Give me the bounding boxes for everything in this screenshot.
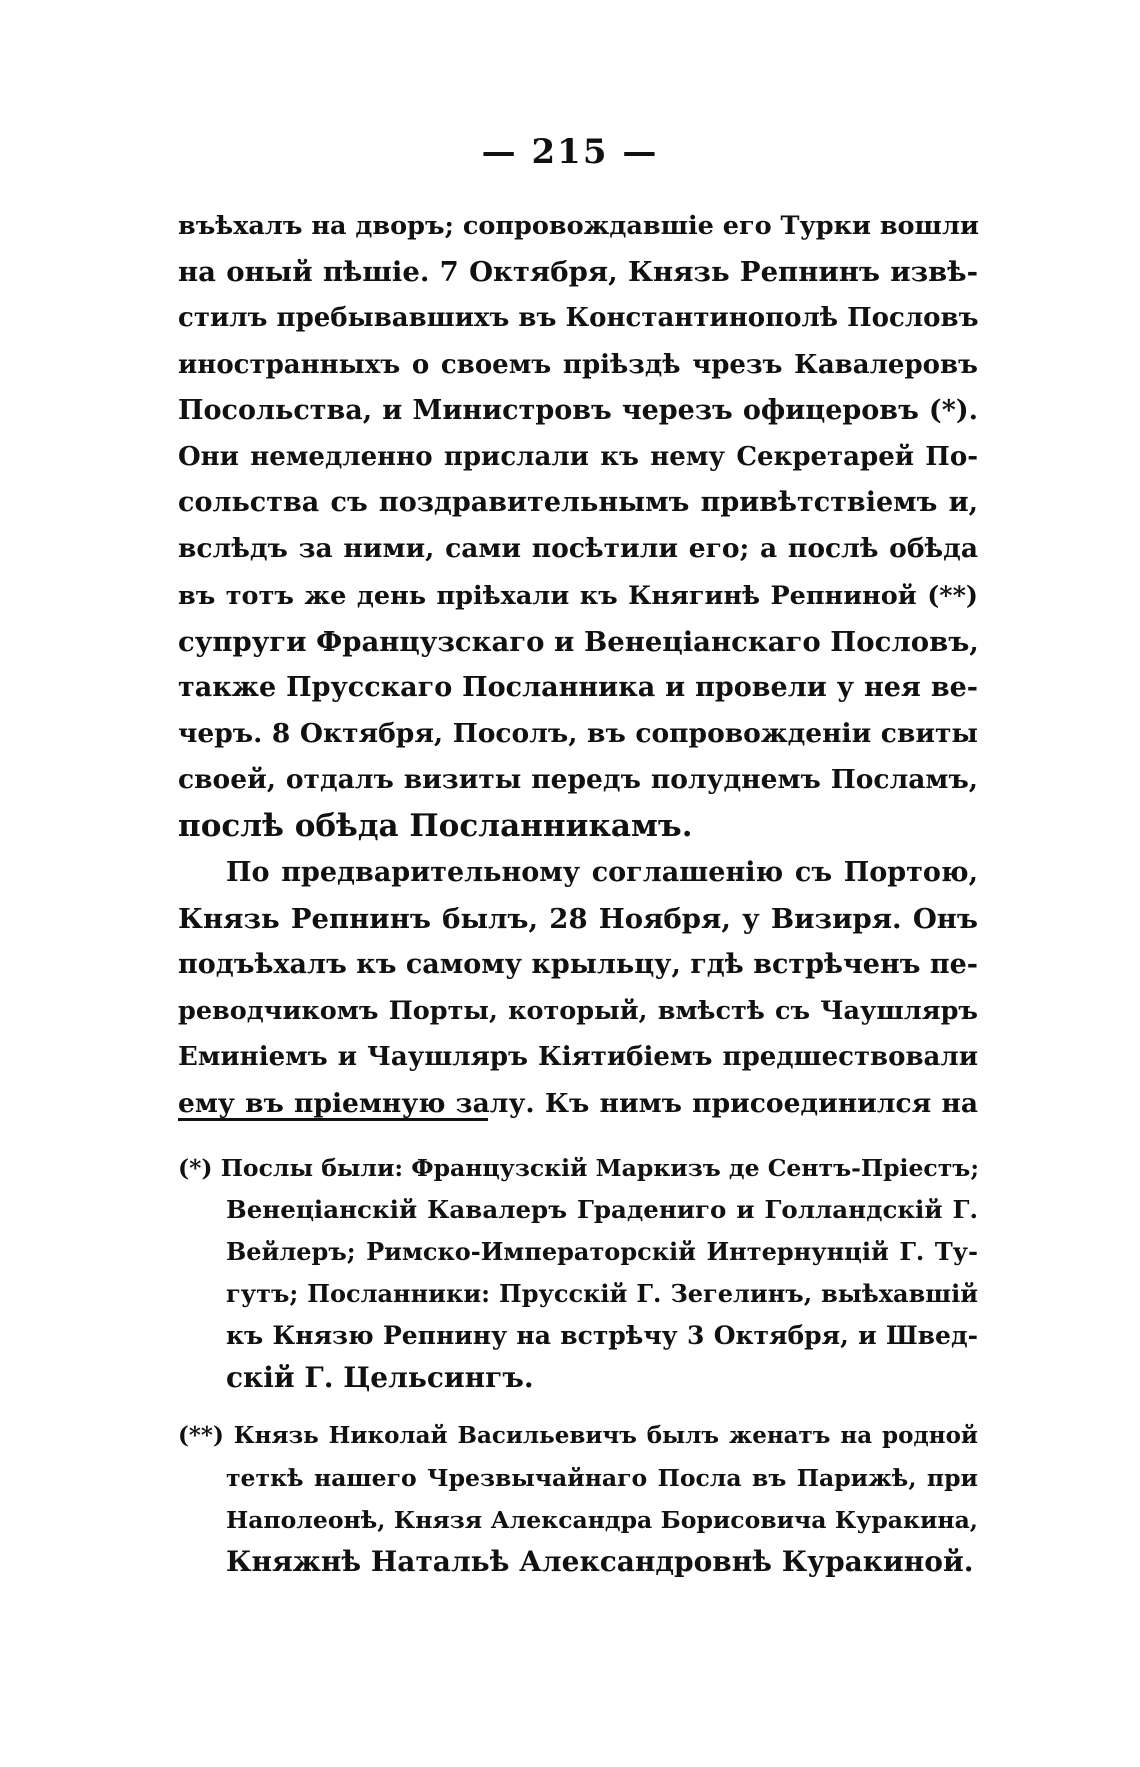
text-line: Еминіемъ и Чаушляръ Кіятибіемъ предшествовали: [178, 1042, 978, 1073]
text-line: ему въ пріемную залу. Къ нимъ присоединился на: [178, 1087, 978, 1119]
paragraph-end-line: послѣ обѣда Посланникамъ.: [178, 808, 693, 845]
text-line: подъѣхалъ къ самому крыльцу, гдѣ встрѣченъ пе-: [178, 949, 978, 980]
text-line: вслѣдъ за ними, сами посѣтили его; а послѣ обѣда: [178, 533, 978, 565]
footnote-2: [178, 1415, 978, 1583]
footnote-line: скій Г. Цельсингъ.: [226, 1361, 534, 1394]
footnote-line: къ Князю Репнину на встрѣчу 3 Октября, и Швед-: [226, 1321, 978, 1350]
text-line: на оный пѣшіе. 7 Октября, Князь Репнинъ извѣ-: [178, 256, 978, 289]
text-line: въ тотъ же день пріѣхали къ Княгинѣ Репниной (**): [178, 580, 978, 611]
footnote-line: (**) Князь Николай Васильевичъ былъ женатъ на родной: [178, 1422, 978, 1449]
text-line: въѣхалъ на дворъ; сопровождавшіе его Турки вошли: [178, 211, 979, 241]
text-line: также Прусскаго Посланника и провели у нея ве-: [178, 671, 978, 703]
footnote-line: Вейлеръ; Римско-Императорскій Интернунцій Г. Ту-: [226, 1237, 978, 1266]
footnotes: [178, 1147, 978, 1583]
footnote-1: [178, 1147, 978, 1399]
footnote-line: Венеціанскій Кавалеръ Градениго и Голландскій Г.: [226, 1195, 978, 1224]
footnote-line: Княжнѣ Натальѣ Александровнѣ Куракиной.: [226, 1545, 974, 1578]
text-line: Посольства, и Министровъ черезъ офицеровъ (*).: [178, 394, 978, 426]
text-line: иностранныхъ о своемъ пріѣздѣ чрезъ Кавалеровъ: [178, 349, 978, 380]
text-line: супруги Французскаго и Венеціанскаго Пословъ,: [178, 625, 979, 658]
footnote-line: (*) Послы были: Французскій Маркизъ де Сентъ-Пріестъ;: [178, 1154, 979, 1182]
text-line: Они немедленно прислали къ нему Секретарей По-: [178, 441, 978, 472]
footnote-line: теткѣ нашего Чрезвычайнаго Посла въ Парижѣ, при: [226, 1464, 978, 1492]
footnote-line: гутъ; Посланники: Прусскій Г. Зегелинъ, выѣхавшій: [226, 1279, 978, 1308]
text-line: стилъ пребывавшихъ въ Константинополѣ Пословъ: [178, 303, 979, 334]
text-line: реводчикомъ Порты, который, вмѣстѣ съ Чаушляръ: [178, 996, 978, 1027]
footnote-spacer: [178, 1399, 978, 1415]
main-text: [178, 203, 978, 1127]
text-line: сольства съ поздравительнымъ привѣтствіемъ и,: [178, 487, 978, 519]
footnote-divider: [178, 1118, 488, 1121]
text-line: черъ. 8 Октября, Посолъ, въ сопровожденіи свиты: [178, 718, 978, 750]
page-number: — 215 —: [481, 132, 659, 172]
text-line: Князь Репнинъ былъ, 28 Ноября, у Визиря. Онъ: [178, 902, 978, 935]
footnote-line: Наполеонѣ, Князя Александра Борисовича Куракина,: [226, 1506, 978, 1534]
paragraph-start-line: По предварительному соглашенію съ Портою,: [226, 856, 978, 888]
text-line: своей, отдалъ визиты передъ полуднемъ Посламъ,: [178, 764, 978, 796]
